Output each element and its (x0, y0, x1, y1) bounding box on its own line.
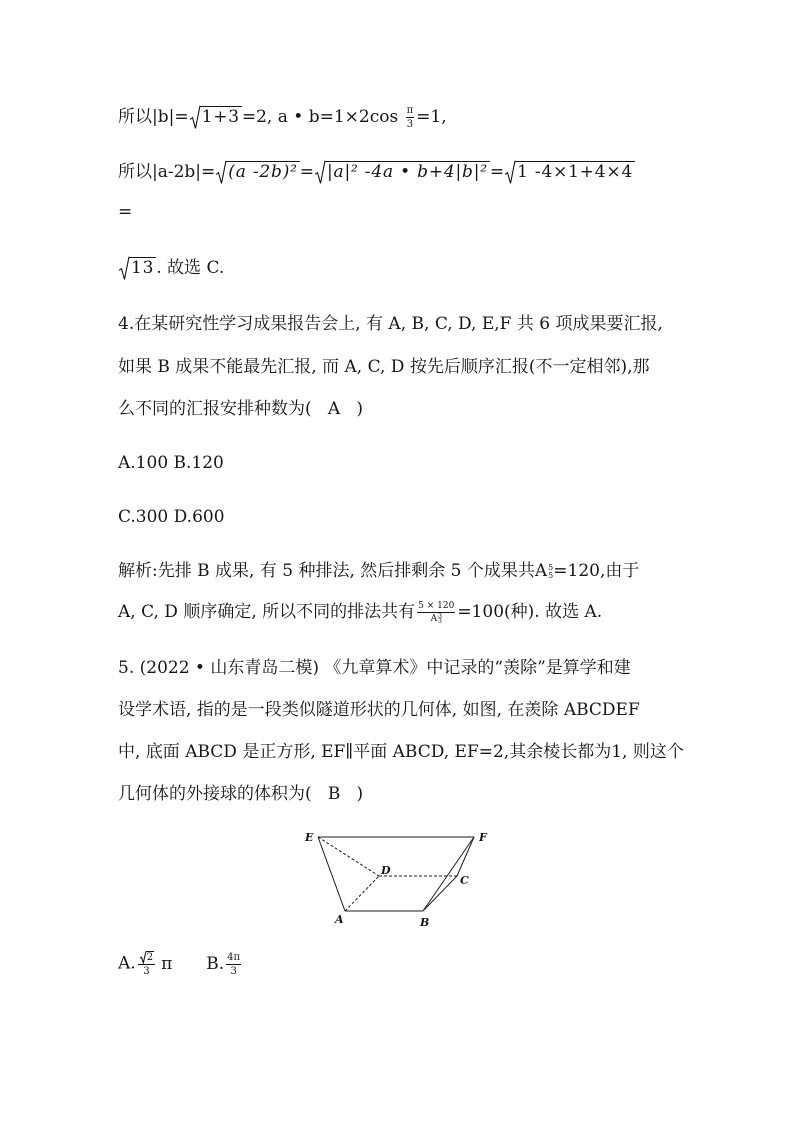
sqrt-expression (216, 160, 299, 184)
label-b: B (420, 916, 430, 929)
perm-indices (438, 614, 442, 624)
edge-fc (457, 837, 474, 876)
radical-stroke (216, 161, 226, 184)
text-segment: 几何体的外接球的体积为( B ) (118, 784, 364, 804)
q4-analysis-line-2 (118, 600, 602, 624)
text-segment: 5. (2022 • 山东青岛二模) 《九章算术》中记录的“羡除”是算学和建 (118, 658, 631, 678)
label-f: F (479, 831, 487, 844)
radical-stroke (505, 161, 515, 184)
radicand: (a -2b)² (228, 162, 298, 182)
text-segment: = (118, 202, 133, 222)
radicand: 1 -4×1+4×4 (517, 162, 634, 182)
denominator: 3 (406, 119, 414, 130)
perm-sub: 5 (548, 570, 554, 580)
edge-ea (318, 837, 345, 911)
q4-options-line-2 (118, 505, 225, 529)
fraction (417, 601, 455, 625)
sqrt-expression (315, 160, 490, 184)
q3-solution-line-4 (118, 256, 224, 280)
text-segment: A, C, D 顺序确定, 所以不同的排法共有 (118, 602, 416, 622)
q4-stem-line-3 (118, 397, 363, 421)
option-a-label: A. (118, 953, 136, 974)
permutation-symbol (431, 614, 442, 624)
fraction (226, 952, 241, 977)
numerator: π (406, 105, 414, 116)
q3-solution-line-3 (118, 200, 132, 224)
q5-options-line (118, 951, 243, 977)
text-segment: 所以|b|= (118, 107, 189, 127)
text-segment: 4.在某研究性学习成果报告会上, 有 A, B, C, D, E,F 共 6 项成果要汇报, (118, 314, 663, 334)
label-e: E (305, 831, 314, 844)
text-segment: 解析:先排 B 成果, 有 5 种排法, 然后排剩余 5 个成果共 (118, 561, 535, 581)
radical-stroke (140, 951, 146, 962)
text-segment: 么不同的汇报安排种数为( A ) (118, 399, 363, 419)
text-segment: . 故选 C. (156, 258, 225, 278)
perm-sub: 3 (438, 617, 442, 625)
fraction (138, 951, 155, 977)
fraction (406, 105, 415, 130)
radical-sign (505, 160, 515, 184)
option-b-label: B. (206, 953, 225, 974)
numerator: 5 × 120 (418, 600, 455, 611)
sqrt-expression (505, 160, 635, 184)
edge-ad (345, 876, 379, 911)
q4-stem-line-1 (118, 312, 663, 336)
q5-stem-line-2 (118, 698, 640, 722)
label-c: C (460, 874, 469, 887)
radicand: 13 (131, 258, 155, 278)
text-segment: =100(种). 故选 A. (457, 602, 603, 622)
radicand: 1+3 (201, 107, 240, 127)
numerator: 4π (227, 951, 241, 963)
text-segment: 设学术语, 指的是一段类似隧道形状的几何体, 如图, 在羡除 ABCDEF (118, 700, 640, 720)
radical-stroke (119, 257, 129, 280)
radical-stroke (315, 161, 325, 184)
q3-solution-line-1 (118, 105, 447, 130)
text-segment: = (489, 162, 505, 182)
radical-sign (119, 256, 129, 280)
option-a-pi: π (161, 953, 173, 974)
option-text: A.100 B.120 (118, 453, 224, 473)
text-segment: = (299, 162, 314, 182)
radicand: |a|² -4a • b+4|b|² (327, 162, 488, 182)
denominator: 3 (230, 965, 237, 977)
perm-sup: 3 (438, 612, 442, 620)
radical-sign (315, 160, 325, 184)
denominator (417, 613, 455, 625)
text-segment: =2, a • b=1×2cos (241, 107, 404, 127)
perm-base: A (430, 614, 438, 625)
label-a: A (335, 913, 344, 926)
option-text: C.300 D.600 (118, 507, 225, 527)
geometry-figure (300, 820, 500, 935)
edge-bc (423, 876, 457, 911)
q4-options-line-1 (118, 451, 224, 475)
radical-sign (140, 951, 146, 963)
sqrt-expression (140, 951, 154, 963)
perm-sup: 5 (548, 562, 554, 572)
q5-stem-line-1 (118, 656, 631, 680)
numerator (138, 951, 155, 965)
sqrt-expression (190, 105, 242, 129)
text-segment: =120,由于 (553, 561, 640, 581)
q4-analysis-line-1 (118, 559, 639, 583)
radical-sign (216, 160, 226, 184)
q5-stem-line-3 (118, 740, 684, 764)
q3-solution-line-2 (118, 160, 635, 184)
permutation-symbol (535, 561, 553, 581)
radical-sign (190, 105, 200, 129)
denominator: 3 (143, 966, 150, 977)
label-d: D (381, 864, 391, 877)
text-segment: 如果 B 成果不能最先汇报, 而 A, C, D 按先后顺序汇报(不一定相邻),那 (118, 357, 650, 377)
text-segment: 中, 底面 ABCD 是正方形, EF∥平面 ABCD, EF=2,其余棱长都为1, 则这个 (118, 742, 684, 762)
q4-stem-line-2 (118, 355, 650, 379)
sqrt-expression (119, 256, 156, 280)
radical-stroke (190, 106, 200, 129)
q5-stem-line-4 (118, 782, 363, 806)
text-segment: 所以|a-2b|= (118, 162, 216, 182)
radicand: 2 (146, 952, 154, 963)
text-segment: =1, (416, 107, 447, 127)
edge-ed (318, 837, 379, 876)
perm-base: A (534, 561, 548, 581)
